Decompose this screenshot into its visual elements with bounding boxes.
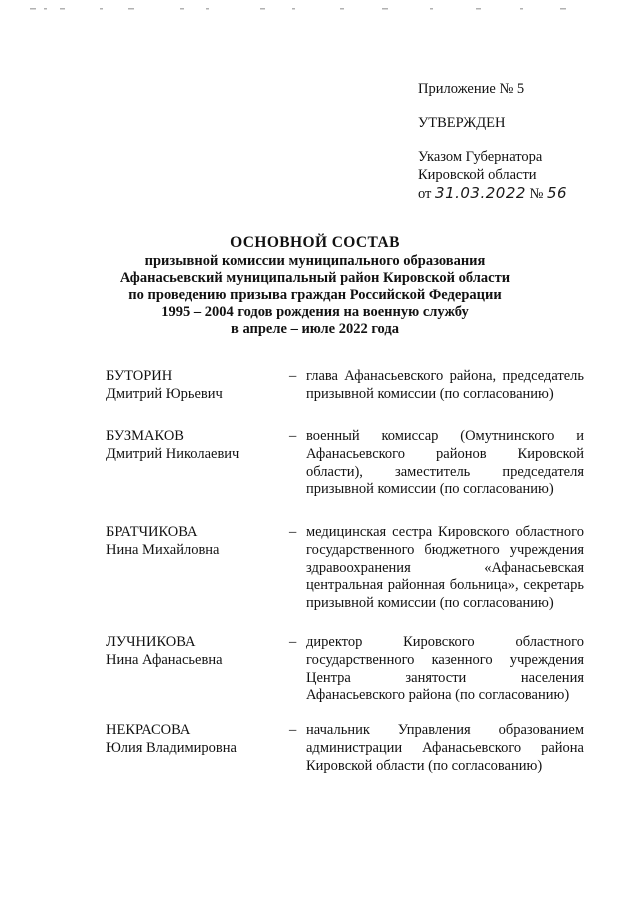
member-dash: – (289, 428, 297, 444)
heading-line-2: Афанасьевский муниципальный район Кировской области (119, 270, 511, 286)
member-name (106, 428, 286, 464)
date-prefix: от (418, 186, 432, 202)
member-entry (106, 722, 592, 782)
member-name (106, 634, 286, 670)
member-role: глава Афанасьевского района, председатель призывной комиссии (по согласованию) (306, 368, 584, 402)
member-name (106, 368, 286, 404)
member-dash: – (289, 524, 297, 540)
member-entry (106, 428, 592, 524)
member-entry (106, 634, 592, 722)
member-given-name: Дмитрий Юрьевич (106, 385, 223, 402)
heading-line-1: призывной комиссии муниципального образования (144, 253, 486, 269)
member-role: медицинская сестра Кировского областного государственного бюджетного учреждения здравоохранения «Афанасьевская центральная районная больница», секретарь призывной комиссии (по согласованию) (306, 524, 584, 612)
member-dash: – (289, 634, 297, 650)
member-name (106, 524, 286, 560)
approval-block (418, 80, 618, 203)
document-title: ОСНОВНОЙ СОСТАВ (230, 234, 400, 251)
member-dash: – (289, 722, 297, 738)
member-dash: – (289, 368, 297, 384)
decree-date-line (418, 184, 618, 203)
member-role: военный комиссар (Омутнинского и Афанасьевского районов Кировской области), заместитель председателя призывной комиссии (по согласованию) (306, 428, 584, 498)
member-entry (106, 368, 592, 428)
appendix-number: Приложение № 5 (418, 81, 525, 97)
approved-label: УТВЕРЖДЕН (418, 115, 506, 131)
scan-artifact-dots (30, 6, 590, 12)
document-heading (0, 234, 630, 338)
handwritten-date: 31.03.2022 (435, 184, 526, 202)
member-given-name: Нина Афанасьевна (106, 651, 223, 668)
member-given-name: Дмитрий Николаевич (106, 445, 240, 462)
heading-line-3: по проведению призыва граждан Российской Федерации (128, 287, 502, 303)
member-surname: НЕКРАСОВА (106, 722, 191, 738)
heading-line-4: 1995 – 2004 годов рождения на военную службу (161, 304, 469, 320)
number-prefix: № (529, 186, 544, 202)
member-given-name: Нина Михайловна (106, 541, 220, 558)
member-surname: БУЗМАКОВ (106, 428, 184, 444)
handwritten-number: 56 (547, 184, 568, 202)
member-name (106, 722, 286, 758)
member-role: директор Кировского областного государственного казенного учреждения Центра занятости населения Афанасьевского района (по согласованию) (306, 634, 584, 704)
heading-line-5: в апреле – июле 2022 года (231, 321, 399, 337)
decree-line-2: Кировской области (418, 167, 537, 183)
member-surname: ЛУЧНИКОВА (106, 634, 196, 650)
members-list (106, 368, 592, 782)
member-surname: БРАТЧИКОВА (106, 524, 198, 540)
member-entry (106, 524, 592, 634)
member-given-name: Юлия Владимировна (106, 739, 237, 756)
decree-line-1: Указом Губернатора (418, 149, 543, 165)
member-role: начальник Управления образованием администрации Афанасьевского района Кировской области (по согласованию) (306, 722, 584, 774)
member-surname: БУТОРИН (106, 368, 173, 384)
